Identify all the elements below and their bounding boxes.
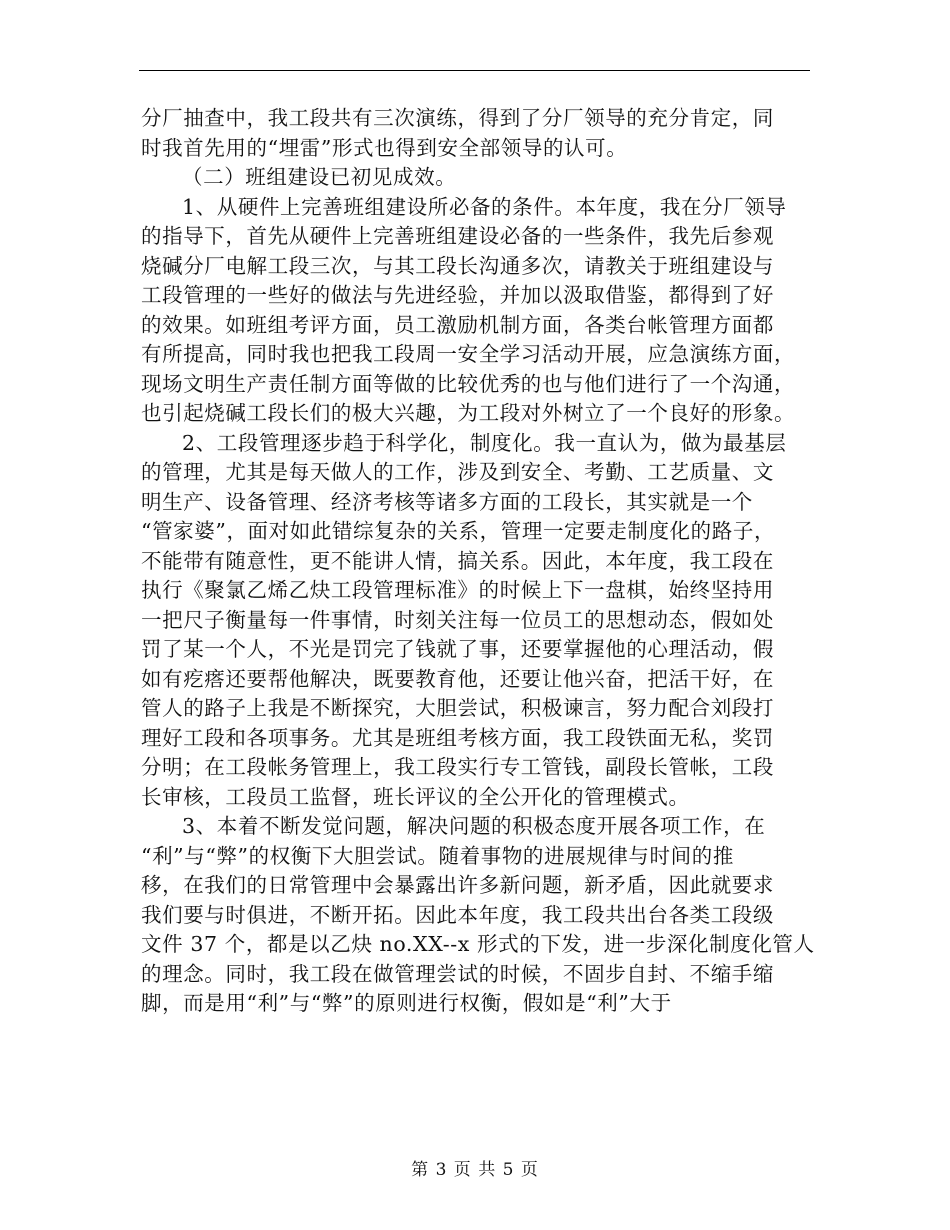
text-line: “利”与“弊”的权衡下大胆尝试。随着事物的进展规律与时间的推 — [141, 843, 734, 868]
text-line: 管人的路子上我是不断探究，大胆尝试，积极谏言，努力配合刘段打 — [141, 696, 774, 720]
text-line: 不能带有随意性，更不能讲人情，搞关系。因此，本年度，我工段在 — [141, 548, 774, 573]
text-line: 现场文明生产责任制方面等做的比较优秀的也与他们进行了一个沟通， — [141, 371, 796, 396]
text-line: 工段管理的一些好的做法与先进经验，并加以汲取借鉴，都得到了好 — [141, 283, 774, 307]
text-line: 的管理，尤其是每天做人的工作，涉及到安全、考勤、工艺质量、文 — [141, 460, 774, 484]
text-line: 脚，而是用“利”与“弊”的原则进行权衡，假如是“利”大于 — [141, 991, 672, 1015]
text-line: 2、工段管理逐步趋于科学化，制度化。我一直认为，做为最基层 — [182, 430, 787, 455]
text-line: 我们要与时俱进，不断开拓。因此本年度，我工段共出台各类工段级 — [141, 902, 774, 927]
text-line: 如有疙瘩还要帮他解决，既要教育他，还要让他兴奋，把活干好，在 — [141, 666, 774, 691]
text-line: （二）班组建设已初见成效。 — [182, 165, 457, 189]
text-line: 移，在我们的日常管理中会暴露出许多新问题，新矛盾，因此就要求 — [141, 873, 774, 897]
text-line: 一把尺子衡量每一件事情，时刻关注每一位员工的思想动态，假如处 — [141, 607, 774, 632]
text-line: 分明；在工段帐务管理上，我工段实行专工管钱，副段长管帐，工段 — [141, 755, 774, 779]
document-body — [141, 104, 821, 1019]
text-line: 的指导下，首先从硬件上完善班组建设必备的一些条件，我先后参观 — [141, 224, 774, 248]
text-line: 理好工段和各项事务。尤其是班组考核方面，我工段铁面无私，奖罚 — [141, 725, 774, 750]
text-line: 执行《聚氯乙烯乙炔工段管理标准》的时候上下一盘棋，始终坚持用 — [141, 578, 774, 602]
text-line: 1、从硬件上完善班组建设所必备的条件。本年度，我在分厂领导 — [182, 194, 787, 219]
text-line: 的理念。同时，我工段在做管理尝试的时候，不固步自封、不缩手缩 — [141, 961, 774, 986]
text-line: 明生产、设备管理、经济考核等诸多方面的工段长，其实就是一个 — [141, 489, 753, 514]
text-line: “管家婆”，面对如此错综复杂的关系，管理一定要走制度化的路子， — [141, 519, 776, 543]
text-line: 时我首先用的“埋雷”形式也得到安全部领导的认可。 — [141, 135, 628, 160]
text-line: 烧碱分厂电解工段三次，与其工段长沟通多次，请教关于班组建设与 — [141, 253, 774, 278]
page-footer: 第 3 页 共 5 页 — [411, 1160, 539, 1180]
text-line: 罚了某一个人，不光是罚完了钱就了事，还要掌握他的心理活动，假 — [141, 637, 774, 661]
text-line: 也引起烧碱工段长们的极大兴趣，为工段对外树立了一个良好的形象。 — [141, 401, 796, 425]
text-line: 3、本着不断发觉问题，解决问题的积极态度开展各项工作，在 — [182, 814, 766, 838]
header-rule — [139, 70, 810, 71]
text-line: 的效果。如班组考评方面，员工激励机制方面，各类台帐管理方面都 — [141, 312, 774, 337]
text-line: 文件 37 个，都是以乙炔 no.XX--x 形式的下发，进一步深化制度化管人 — [141, 932, 815, 956]
text-line: 长审核，工段员工监督，班长评议的全公开化的管理模式。 — [141, 784, 690, 809]
text-line: 分厂抽查中，我工段共有三次演练，得到了分厂领导的充分肯定，同 — [141, 106, 774, 130]
text-line: 有所提高，同时我也把我工段周一安全学习活动开展，应急演练方面， — [141, 342, 796, 366]
